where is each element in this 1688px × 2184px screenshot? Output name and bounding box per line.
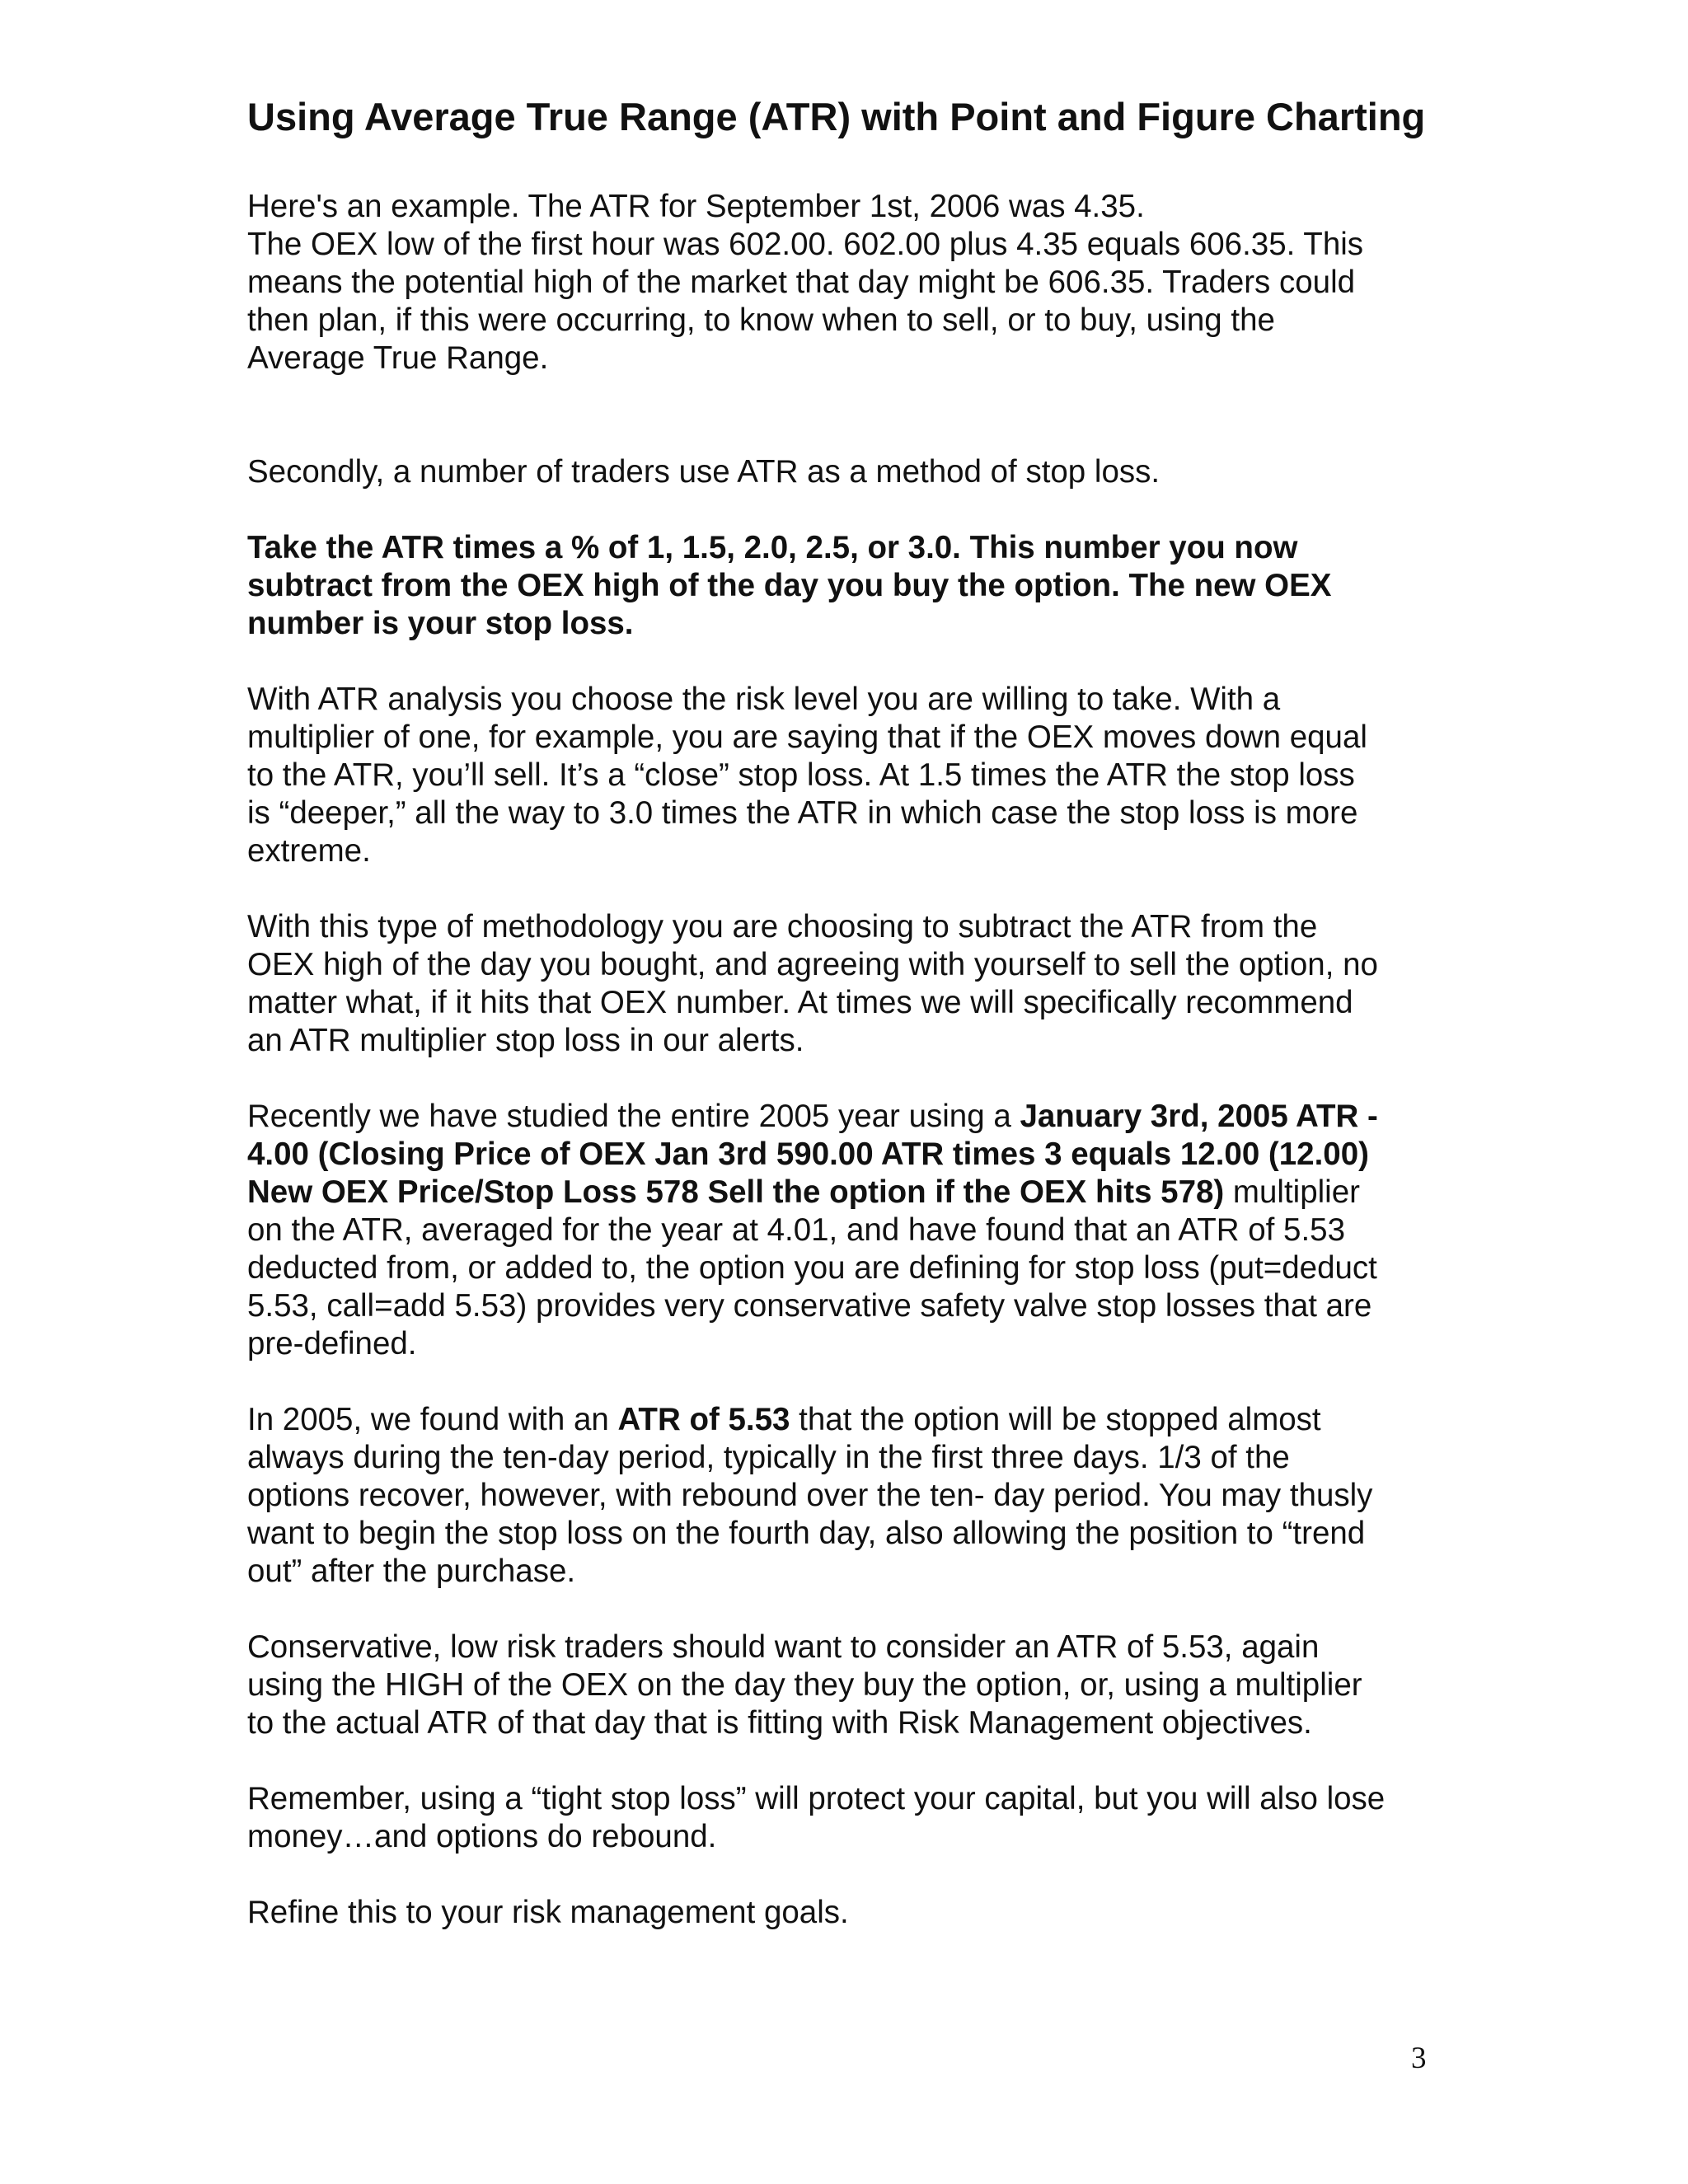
bold-text-run: New OEX Price/Stop Loss 578 Sell the option if the OEX hits 578) — [247, 1174, 1225, 1210]
text-line: options recover, however, with rebound over the ten- day period. You may thusly — [247, 1478, 1373, 1513]
page-number: 3 — [1411, 2041, 1427, 2075]
text-line: 5.53, call=add 5.53) provides very conservative safety valve stop losses that are — [247, 1288, 1372, 1324]
text-line: subtract from the OEX high of the day you buy the option. The new OEX — [247, 568, 1332, 603]
text-line: 4.00 (Closing Price of OEX Jan 3rd 590.00 ATR times 3 equals 12.00 (12.00) — [247, 1137, 1369, 1172]
text-line: Take the ATR times a % of 1, 1.5, 2.0, 2.5, or 3.0. This number you now — [247, 530, 1298, 565]
paragraph-2005-study — [247, 1098, 1451, 1363]
text-line: out” after the purchase. — [247, 1554, 576, 1589]
text-line: always during the ten-day period, typically in the first three days. 1/3 of the — [247, 1440, 1290, 1475]
text-line: Average True Range. — [247, 340, 549, 376]
text-line: OEX high of the day you bought, and agreeing with yourself to sell the option, no — [247, 947, 1378, 982]
text-line: using the HIGH of the OEX on the day they buy the option, or, using a multiplier — [247, 1667, 1362, 1703]
text-line: money…and options do rebound. — [247, 1819, 717, 1854]
text-line: Refine this to your risk management goals. — [247, 1895, 849, 1930]
bold-text-run: ATR of 5.53 — [617, 1402, 790, 1437]
text-line: then plan, if this were occurring, to know when to sell, or to buy, using the — [247, 302, 1275, 338]
text-line: to the actual ATR of that day that is fitting with Risk Management objectives. — [247, 1705, 1312, 1741]
paragraph-tight-stop-loss — [247, 1780, 1451, 1856]
text-line — [247, 1401, 1451, 1439]
text-line: number is your stop loss. — [247, 606, 634, 641]
paragraph-conservative-traders — [247, 1629, 1451, 1742]
paragraph-2005-findings — [247, 1401, 1451, 1591]
text-line — [247, 1174, 1451, 1212]
paragraph-risk-level — [247, 681, 1451, 870]
text-line: matter what, if it hits that OEX number. At times we will specifically recommend — [247, 985, 1353, 1020]
text-line: want to begin the stop loss on the fourth day, also allowing the position to “trend — [247, 1516, 1366, 1551]
text-line: Conservative, low risk traders should want to consider an ATR of 5.53, again — [247, 1629, 1320, 1665]
paragraph-methodology — [247, 908, 1451, 1060]
text-line: means the potential high of the market that day might be 606.35. Traders could — [247, 265, 1356, 300]
text-line: Secondly, a number of traders use ATR as a method of stop loss. — [247, 454, 1160, 490]
paragraph-example — [247, 188, 1451, 377]
bold-text-run: January 3rd, 2005 ATR - — [1020, 1099, 1378, 1134]
paragraph-refine — [247, 1894, 1451, 1932]
paragraph-stop-loss-intro — [247, 453, 1451, 491]
text-run: In 2005, we found with an — [247, 1402, 618, 1437]
text-line: pre-defined. — [247, 1326, 417, 1361]
text-line: Here's an example. The ATR for September 1st, 2006 was 4.35. — [247, 189, 1145, 224]
text-line: deducted from, or added to, the option you are defining for stop loss (put=deduct — [247, 1250, 1377, 1286]
text-line: is “deeper,” all the way to 3.0 times the ATR in which case the stop loss is more — [247, 795, 1358, 831]
text-line: extreme. — [247, 833, 371, 869]
text-run: Recently we have studied the entire 2005 year using a — [247, 1099, 1020, 1134]
text-run: multiplier — [1224, 1174, 1360, 1210]
page-title: Using Average True Range (ATR) with Point and Figure Charting — [247, 95, 1426, 138]
text-line — [247, 1098, 1451, 1136]
text-run: that the option will be stopped almost — [790, 1402, 1321, 1437]
text-line: on the ATR, averaged for the year at 4.01, and have found that an ATR of 5.53 — [247, 1212, 1345, 1248]
paragraph-atr-rule — [247, 529, 1451, 643]
text-line: to the ATR, you’ll sell. It’s a “close” stop loss. At 1.5 times the ATR the stop loss — [247, 757, 1355, 793]
text-line: The OEX low of the first hour was 602.00. 602.00 plus 4.35 equals 606.35. This — [247, 227, 1364, 262]
text-line: With ATR analysis you choose the risk level you are willing to take. With a — [247, 682, 1281, 717]
document-body — [247, 92, 1451, 1932]
text-line: an ATR multiplier stop loss in our alerts. — [247, 1023, 804, 1058]
text-line: Remember, using a “tight stop loss” will protect your capital, but you will also lose — [247, 1781, 1386, 1816]
text-line: multiplier of one, for example, you are saying that if the OEX moves down equal — [247, 719, 1367, 755]
text-line: With this type of methodology you are choosing to subtract the ATR from the — [247, 909, 1318, 944]
